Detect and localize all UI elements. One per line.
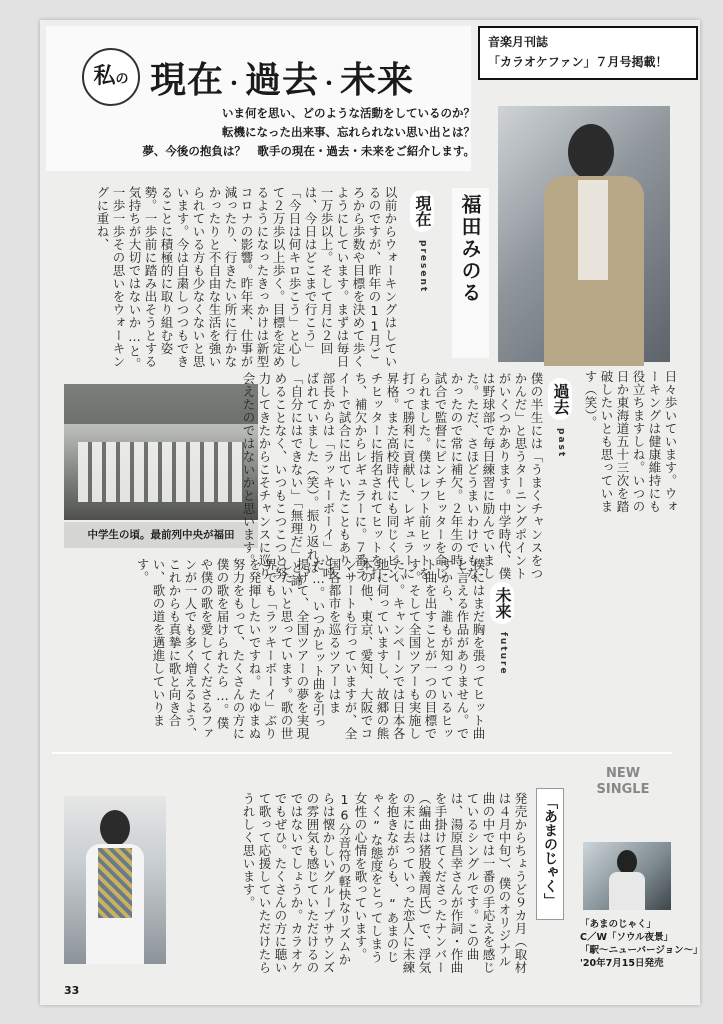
title-dot-2: ・	[319, 71, 341, 96]
cd-jacket-image	[583, 842, 671, 910]
section-divider	[52, 752, 672, 754]
present-label: 現在	[410, 190, 434, 232]
singer-stage-photo	[64, 796, 166, 964]
main-title	[150, 52, 414, 103]
title-dot-1: ・	[224, 71, 246, 96]
future-body-text: 僕にはまだ胸を張ってヒット曲と言える作品がありません。ですから、誰もが知っているヒット曲を出すことが一つの目標です。そして全国ツアーも実施したい。キャンペーンでは日本各地に伺っていますし、故郷の熊本の他、東京、愛知、大阪でコンサートも行っていますが、全国各都市を巡るツアーはまだ…。いつかヒット曲を引っ提げて、全国ツアーの夢を実現したいと思っています。歌の世界でも「ラッキーボーイ」ぶりを発揮したいですね。たゆまぬ努力をもって、たくさんの方に僕の歌を届けられたら…。僕や僕の歌を愛してくださるファンが一人でも多く増えるよう、これからも真摯に歌と向き合い、歌の道を邁進していります。	[135, 558, 486, 740]
lead-line-2: 転機になった出来事、忘れられない思い出とは？	[222, 125, 475, 139]
watashi-circle-logo	[82, 48, 140, 106]
release-coupling-2: 「駅〜ニューバージョン〜」	[580, 945, 703, 956]
circle-sub-char: の	[115, 72, 129, 87]
new-single-body-text: 発売からちょうど９カ月（取材は４月中旬）、僕のオリジナル曲の中では一番の手応えを感じているシングルです。この曲は、湯原昌幸さんが作詞・作曲を手掛けてくださったナンバー（編曲は猪股義周氏）で、浮気の末に去っていった恋人に未練を抱きながらも、“あまのじゃく”な態度をとってしまう女性の心情を歌っています。16分音符の軽快なリズムからは懐かしいグループサウンズの雰囲気も感じていただけるのではないでしょうか。カラオケでもぜひ。たくさんの方に聴いて歌って応援していただけたらうれしく思います。	[241, 792, 528, 974]
title-past: 過去	[245, 60, 320, 101]
new-badge-text: NEW	[605, 766, 641, 781]
stage-photo-vest	[98, 848, 132, 918]
singer-name: 福田みのる	[452, 188, 489, 358]
past-sub: past	[556, 428, 566, 459]
lead-line-1: いま何を思い、どのような活動をしているのか？	[222, 106, 475, 120]
lead-line-3: 夢、今後の抱負は？ 歌手の現在・過去・未来をご紹介します。	[142, 144, 475, 158]
present-body-text-cont: 日々歩いています。ウォーキングは健康維持にも役立ちますしね。いつの日か東海道五十三次を踏破したいとも思っています（笑）。	[583, 370, 678, 513]
single-title: 「あまのじゃく」	[536, 788, 564, 920]
photo-trees	[64, 384, 258, 424]
notice-line-2: 「カラオケファン」７月号掲載！	[488, 55, 668, 69]
lead-text	[130, 104, 475, 161]
release-coupling: C／W「ソウル夜景」	[580, 932, 674, 943]
baseball-team-photo	[64, 384, 258, 520]
past-body-text: 僕の半生には「うまくチャンスをつかんだ」と思うターニングポイントがいくつかあります。中学時代、僕は野球部で毎日練習に励んでいました。ただ、さほどうまいわけでもなかったので常に補欠。２年生の時、試合で監督にピンチヒッターを命じられました。僕はレフト前ヒットを打って勝利に貢献し、レギュラーに昇格。また高校時代にも同じくピンチヒッターに指名されてヒットを打ち、補欠からレギュラーに。７番ライトで試合に出ていたこともあり、部長からは「ラッキーボーイ」と呼ばれていました（笑）。振り返れば「自分にはできない」「無理だ」と諦めることなく、いつもこつこつと努力してきたからこそチャンスに巡り会えたのではないかと思います。	[241, 372, 544, 587]
release-date: '20年7月15日発売	[580, 958, 664, 969]
cd-jacket-head	[617, 850, 637, 874]
present-sub: present	[418, 240, 428, 294]
stage-photo-head	[100, 810, 130, 846]
single-badge-text: SINGLE	[596, 782, 650, 797]
title-future: 未来	[340, 60, 415, 101]
new-single-badge	[582, 766, 664, 798]
cd-jacket-body	[609, 872, 645, 910]
release-info	[580, 918, 703, 970]
release-title: 「あまのじゃく」	[580, 919, 657, 930]
present-body-text: 以前からウォーキングはしているのですが、昨年の11月ごろから歩数や目標を決めて歩くようにしています。まずは毎日一万歩以上。そして月に２回は、今日はどこまで行こう」「今日は何キロ歩こう」と心して２万歩以上歩く。目標を定めるようになったきっかけは新型コロナの影響。昨年来、仕事が減ったり、行きたい所に行かなかったりと不自由な生活を強いられている方も少なくないと思います。今は自粛しつつもできることに積極的に取り組む姿勢。一歩前に踏み出そうとする気持ちが大切ではないか…と。一歩一歩その思いをウォーキングに重ね、	[95, 186, 398, 371]
circle-main-char: 私	[93, 63, 116, 89]
notice-line-1: 音楽月刊誌	[488, 35, 549, 49]
photo-players	[78, 442, 244, 502]
past-label: 過去	[548, 378, 572, 420]
page-number: 33	[64, 984, 80, 997]
portrait-head	[568, 124, 614, 180]
publication-notice	[478, 26, 698, 80]
title-present: 現在	[150, 60, 225, 101]
portrait-shirt	[578, 180, 608, 280]
future-label: 未来	[490, 582, 514, 624]
singer-portrait-photo	[498, 106, 670, 362]
photo-caption: 中学生の頃。最前列中央が福田	[64, 522, 258, 548]
future-sub: future	[498, 632, 508, 676]
